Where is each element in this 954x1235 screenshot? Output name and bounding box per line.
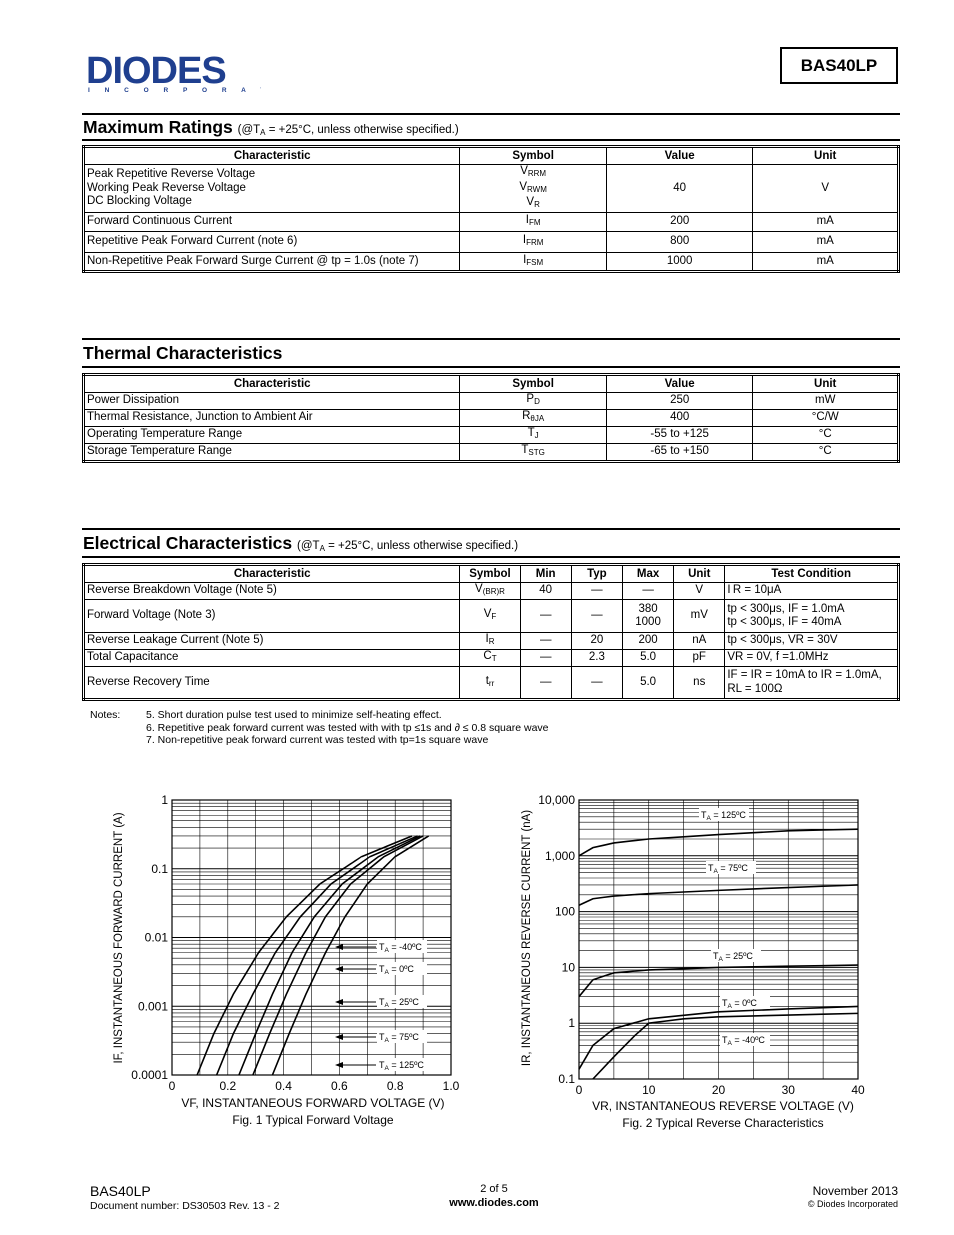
min-cell: 40 xyxy=(520,583,571,600)
series-label: $T_A$ = -40ºC xyxy=(379,942,422,954)
test-condition-cell: tp < 300μs, IF = 1.0mA tp < 300μs, IF = 40mA xyxy=(725,600,899,633)
section-condition: ($@T_A = +25^\circ C$, unless otherwise specified.) xyxy=(297,540,519,553)
footer-copyright: © Diodes Incorporated xyxy=(807,1199,898,1209)
typ-cell: — xyxy=(571,600,622,633)
table-row xyxy=(84,444,899,462)
column-header: Characteristic xyxy=(84,147,460,165)
table-row xyxy=(84,393,899,410)
value-cell: 40 xyxy=(606,165,753,213)
x-axis-label: VF, INSTANTANEOUS FORWARD VOLTAGE (V) xyxy=(181,1096,445,1110)
value-cell: -55 to +125 xyxy=(606,427,753,444)
characteristic-cell: Forward Voltage (Note 3) xyxy=(84,600,460,633)
max-cell: 5.0 xyxy=(622,667,673,700)
typ-cell: 20 xyxy=(571,633,622,650)
table-row xyxy=(84,232,899,253)
test-condition-cell: IF = IR = 10mA to IR = 1.0mA, RL = 100Ω xyxy=(725,667,899,700)
footer-docnum: Document number: DS30503 Rev. 13 - 2 xyxy=(90,1200,280,1212)
characteristic-cell: Reverse Leakage Current (Note 5) xyxy=(84,633,460,650)
symbol-cell: $P_D$ xyxy=(460,393,607,410)
column-header: Min xyxy=(520,565,571,583)
table-row xyxy=(84,165,899,213)
x-tick-label: 20 xyxy=(711,1083,726,1097)
unit-cell: V xyxy=(753,165,899,213)
y-tick-label: 1 xyxy=(568,1016,575,1031)
symbol-cell: $I_R$ xyxy=(460,633,520,650)
section-rule xyxy=(82,528,900,530)
value-cell: 800 xyxy=(606,232,753,253)
characteristic-cell: Reverse Recovery Time xyxy=(84,667,460,700)
footer-url[interactable]: www.diodes.com xyxy=(449,1197,539,1209)
column-header: Characteristic xyxy=(84,375,460,393)
unit-cell: mV xyxy=(674,600,725,633)
table-header-row xyxy=(84,147,899,165)
arrow-head xyxy=(335,966,343,972)
max-ratings-table xyxy=(82,145,900,273)
column-header: Symbol xyxy=(460,375,607,393)
x-tick-label: 0.8 xyxy=(386,1079,404,1093)
characteristic-cell: Power Dissipation xyxy=(84,393,460,410)
series-label: $T_A$ = 25ºC xyxy=(379,997,419,1009)
typ-cell: — xyxy=(571,583,622,600)
note-item: 6. Repetitive peak forward current was tested with with tp ≤1s and ∂ ≤ 0.8 square wave xyxy=(146,721,549,734)
max-cell: — xyxy=(622,583,673,600)
series-label: $T_A$ = 75ºC xyxy=(708,863,748,875)
y-tick-label: 0.001 xyxy=(137,999,168,1014)
unit-cell: mA xyxy=(753,253,899,272)
section-condition: ($@T_A = +25^\circ C$, unless otherwise specified.) xyxy=(237,124,459,137)
characteristic-cell: Forward Continuous Current xyxy=(84,213,460,232)
x-tick-label: 1.0 xyxy=(442,1079,460,1093)
table-row xyxy=(84,427,899,444)
column-header: Unit xyxy=(753,147,899,165)
table-row xyxy=(84,600,899,633)
y-tick-label: 0.1 xyxy=(151,861,168,876)
arrow-head xyxy=(335,999,343,1005)
section-rule xyxy=(82,556,900,558)
footer-part: BAS40LP xyxy=(90,1183,151,1199)
characteristic-cell: Storage Temperature Range xyxy=(84,444,460,462)
fig1-forward-voltage-chart xyxy=(100,790,480,1135)
value-cell: 1000 xyxy=(606,253,753,272)
unit-cell: mW xyxy=(753,393,899,410)
logo-subtext: I N C O R P O R A xyxy=(88,87,253,94)
symbol-cell: $V_{(BR)R}$ xyxy=(460,583,520,600)
unit-cell: ns xyxy=(674,667,725,700)
series-label: $T_A$ = 0ºC xyxy=(379,964,414,976)
y-tick-label: 0.01 xyxy=(144,930,168,945)
max-ratings-title xyxy=(83,117,459,138)
max-cell: 5.0 xyxy=(622,650,673,667)
x-tick-label: 0 xyxy=(575,1083,583,1097)
section-rule xyxy=(82,113,900,115)
column-header: Value xyxy=(606,375,753,393)
table-header-row xyxy=(84,565,899,583)
x-tick-label: 0.4 xyxy=(275,1079,292,1093)
y-tick-label: 1 xyxy=(161,793,168,807)
thermal-title: Thermal Characteristics xyxy=(83,343,283,363)
characteristic-cell: Repetitive Peak Forward Current (note 6) xyxy=(84,232,460,253)
arrow-head xyxy=(335,944,343,950)
unit-cell: mA xyxy=(753,213,899,232)
symbol-cell: $T_{STG}$ xyxy=(460,444,607,462)
unit-cell: °C xyxy=(753,444,899,462)
notes-block xyxy=(90,709,549,746)
symbol-cell: $I_{FRM}$ xyxy=(460,232,607,253)
column-header: Typ xyxy=(571,565,622,583)
value-cell: 200 xyxy=(606,213,753,232)
unit-cell: °C/W xyxy=(753,410,899,427)
y-axis-label: IR, INSTANTANEOUS REVERSE CURRENT (nA) xyxy=(521,809,533,1067)
characteristic-cell: Non-Repetitive Peak Forward Surge Current @ tp = 1.0s (note 7) xyxy=(84,253,460,272)
min-cell: — xyxy=(520,650,571,667)
characteristic-cell: Thermal Resistance, Junction to Ambient Air xyxy=(84,410,460,427)
unit-cell: mA xyxy=(753,232,899,253)
notes-label: Notes: xyxy=(90,709,121,721)
column-header: Test Condition xyxy=(725,565,899,583)
column-header: Unit xyxy=(753,375,899,393)
series-label: $T_A$ = 125ºC xyxy=(701,810,746,822)
symbol-cell: $V_{RRM}$ $V_{RWM}$ $V_R$ xyxy=(460,165,607,213)
table-row xyxy=(84,667,899,700)
x-tick-label: 30 xyxy=(781,1083,795,1097)
table-row xyxy=(84,633,899,650)
table-row xyxy=(84,253,899,272)
electrical-table xyxy=(82,563,900,701)
column-header: Symbol xyxy=(460,565,520,583)
electrical-title xyxy=(83,533,518,554)
diodes-logo xyxy=(86,50,261,100)
x-tick-label: 0.2 xyxy=(219,1079,237,1093)
x-tick-label: 0.6 xyxy=(331,1079,348,1093)
y-tick-label: 100 xyxy=(554,904,575,919)
symbol-cell: $C_T$ xyxy=(460,650,520,667)
symbol-cell: $I_{FSM}$ xyxy=(460,253,607,272)
series-label: $T_A$ = 75ºC xyxy=(379,1032,419,1044)
series-label: $T_A$ = 125ºC xyxy=(379,1060,424,1072)
y-tick-label: 10,000 xyxy=(538,793,575,807)
characteristic-cell: Reverse Breakdown Voltage (Note 5) xyxy=(84,583,460,600)
unit-cell: °C xyxy=(753,427,899,444)
column-header: Symbol xyxy=(460,147,607,165)
test-condition-cell: tp < 300μs, VR = 30V xyxy=(725,633,899,650)
thermal-table xyxy=(82,373,900,463)
symbol-cell: $T_J$ xyxy=(460,427,607,444)
min-cell: — xyxy=(520,667,571,700)
min-cell: — xyxy=(520,633,571,650)
column-header: Unit xyxy=(674,565,725,583)
note-item: 7. Non-repetitive peak forward current was tested with tp=1s square wave xyxy=(146,734,489,746)
tick-labels xyxy=(538,793,865,1097)
table-row xyxy=(84,583,899,600)
section-heading: Maximum Ratings xyxy=(83,117,233,137)
diodes-logo-graphic xyxy=(86,50,261,100)
footer-date: November 2013 xyxy=(812,1184,898,1198)
table-row xyxy=(84,213,899,232)
arrow-head xyxy=(335,1062,343,1068)
symbol-cell: $R_{\theta JA}$ xyxy=(460,410,607,427)
x-axis-label: VR, INSTANTANEOUS REVERSE VOLTAGE (V) xyxy=(592,1099,854,1113)
table-row xyxy=(84,650,899,667)
logo-wordmark: DIODES xyxy=(86,50,226,92)
arrow-head xyxy=(335,1034,343,1040)
chart-title: Fig. 2 Typical Reverse Characteristics xyxy=(622,1116,824,1130)
y-tick-label: 0.0001 xyxy=(131,1068,168,1082)
symbol-cell: $t_{rr}$ xyxy=(460,667,520,700)
section-rule xyxy=(82,366,900,368)
chart-title: Fig. 1 Typical Forward Voltage xyxy=(232,1113,394,1127)
table-header-row xyxy=(84,375,899,393)
characteristic-cell: Total Capacitance xyxy=(84,650,460,667)
column-header: Characteristic xyxy=(84,565,460,583)
unit-cell: pF xyxy=(674,650,725,667)
section-heading: Electrical Characteristics xyxy=(83,533,293,553)
series-label: $T_A$ = -40ºC xyxy=(722,1035,765,1047)
x-tick-label: 40 xyxy=(851,1083,865,1097)
test-condition-cell: VR = 0V, f =1.0MHz xyxy=(725,650,899,667)
unit-cell: V xyxy=(674,583,725,600)
column-header: Max xyxy=(622,565,673,583)
characteristic-cell: Operating Temperature Range xyxy=(84,427,460,444)
footer-page: 2 of 5 xyxy=(480,1183,508,1195)
unit-cell: nA xyxy=(674,633,725,650)
y-tick-label: 1,000 xyxy=(544,848,575,863)
max-cell: 200 xyxy=(622,633,673,650)
typ-cell: — xyxy=(571,667,622,700)
table-row xyxy=(84,410,899,427)
y-tick-label: 10 xyxy=(561,960,575,975)
value-cell: 250 xyxy=(606,393,753,410)
test-condition-cell: I R = 10μA xyxy=(725,583,899,600)
part-number-box: BAS40LP xyxy=(780,47,898,84)
x-tick-label: 0 xyxy=(168,1079,176,1093)
series-label: $T_A$ = 25ºC xyxy=(713,951,753,963)
y-axis-label: IF, INSTANTANEOUS FORWARD CURRENT (A) xyxy=(113,812,125,1064)
max-cell: 380 1000 xyxy=(622,600,673,633)
x-tick-label: 10 xyxy=(642,1083,656,1097)
symbol-cell: $I_{FM}$ xyxy=(460,213,607,232)
note-item: 5. Short duration pulse test used to minimize self-heating effect. xyxy=(146,709,442,721)
value-cell: -65 to +150 xyxy=(606,444,753,462)
column-header: Value xyxy=(606,147,753,165)
y-tick-label: 0.1 xyxy=(558,1072,575,1086)
section-rule xyxy=(82,338,900,340)
typ-cell: 2.3 xyxy=(571,650,622,667)
fig2-reverse-characteristics-chart xyxy=(510,790,890,1135)
value-cell: 400 xyxy=(606,410,753,427)
section-rule xyxy=(82,139,900,141)
symbol-cell: $V_F$ xyxy=(460,600,520,633)
characteristic-cell: Peak Repetitive Reverse Voltage Working Peak Reverse Voltage DC Blocking Voltage xyxy=(84,165,460,213)
series-label: $T_A$ = 0ºC xyxy=(722,998,757,1010)
min-cell: — xyxy=(520,600,571,633)
